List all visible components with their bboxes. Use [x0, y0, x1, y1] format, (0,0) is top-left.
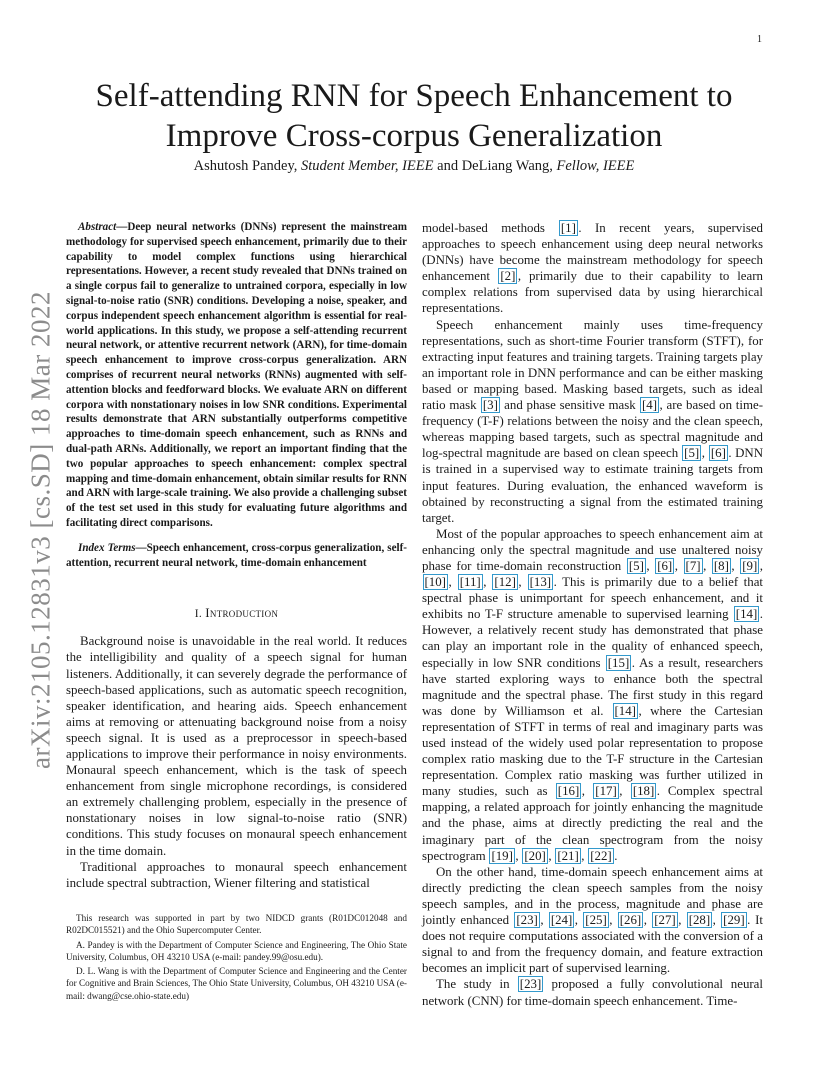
footnote-funding: This research was supported in part by two NIDCD grants (R01DC012048 and R02DC015521) and the Ohio Supercomputer Center. [66, 913, 407, 936]
arxiv-identifier: arXiv:2105.12831v3 [cs.SD] 18 Mar 2022 [25, 291, 56, 769]
citation-link[interactable]: [26] [619, 913, 642, 928]
citation-link[interactable]: [17] [595, 784, 617, 799]
citation-link[interactable]: [21] [557, 848, 579, 863]
citation-link[interactable]: [20] [524, 848, 546, 863]
index-terms-label: Index Terms [78, 541, 136, 554]
citation-link[interactable]: [18] [632, 784, 655, 799]
citation-link[interactable]: [6] [657, 558, 673, 573]
footnote-wang-affiliation: D. L. Wang is with the Department of Computer Science and Engineering and the Center for Cognitive and Brain Sciences, The Ohio State University, Columbus, OH 43210 USA (e-mail: dwang@cse.ohio-state.edu) [66, 966, 407, 1001]
citation-link[interactable]: [23] [519, 977, 542, 992]
index-terms-text: —Speech enhancement, cross-corpus generalization, self-attention, recurrent neural network, time-domain enhancement [66, 541, 407, 569]
author-line [60, 158, 768, 175]
intro-paragraph-1: Background noise is unavoidable in the real world. It reduces the intelligibility and quality of a speech signal for human listeners. Additionally, it can severely degrade the performance of speech-based applications, such as automatic speech recognition, speaker identification, and hearing aids. Speech enhancement aims at removing or attenuating background noise from a noisy speech signal. It is used as a preprocessor in speech-based applications to improve their performance in noisy environments. Monaural speech enhancement, which is the task of speech enhancement from single microphone recordings, is considered an extremely challenging problem, especially in the presence of nonstationary noises in low signal-to-noise ratio (SNR) conditions. This study focuses on monaural speech enhancement in the time domain. [66, 634, 407, 858]
right-paragraph-1: model-based methods [1] . In recent years, supervised approaches to speech enhancement using deep neural networks (DNNs) have become the mainstream methodology for speech enhancement [2] , primarily due to their capability to learn complex relations from supervised data by using hierarchical representations. [422, 221, 763, 316]
citation-link[interactable]: [14] [735, 607, 758, 622]
section-heading-introduction [66, 605, 407, 621]
abstract-label: Abstract [78, 221, 117, 233]
footnotes [66, 912, 407, 1004]
citation-link[interactable]: [16] [557, 784, 580, 799]
right-column [422, 220, 763, 1009]
footnote-pandey-affiliation: A. Pandey is with the Department of Computer Science and Engineering, The Ohio State University, Columbus, OH 43210 USA (e-mail: pandey.99@osu.edu). [66, 939, 407, 962]
right-paragraph-5: The study in [23] proposed a fully convolutional neural network (CNN) for time-domain speech enhancement. Time- [422, 977, 763, 1008]
section-title: Introduction [205, 605, 279, 621]
index-terms [66, 541, 407, 571]
citation-link[interactable]: [27] [654, 913, 676, 928]
citation-link[interactable]: [9] [742, 558, 758, 573]
citation-link[interactable]: [24] [550, 913, 573, 928]
citation-link[interactable]: [2] [500, 269, 516, 284]
citation-link[interactable]: [29] [723, 913, 745, 928]
citation-link[interactable]: [13] [529, 575, 552, 590]
citation-link[interactable]: [5] [628, 558, 644, 573]
right-paragraph-4: On the other hand, time-domain speech enhancement aims at directly predicting the clean speech samples from the noisy speech samples, and in the process, magnitude and phase are jointly enhanced [23] , [24] , [25] , [26] , [27] , [28] , [29] . It does not require computations associated with the conversion of a signal to and from the frequency domain, and feature extraction becomes an implicit part of supervised learning. [422, 864, 763, 976]
author-wang-membership: Fellow, IEEE [556, 158, 635, 174]
citation-link[interactable]: [23] [516, 913, 538, 928]
citation-link[interactable]: [28] [688, 913, 711, 928]
abstract [66, 220, 407, 531]
citation-link[interactable]: [19] [491, 848, 513, 863]
citation-link[interactable]: [15] [607, 655, 630, 670]
citation-link[interactable]: [8] [713, 558, 729, 573]
section-numeral: I. [194, 608, 206, 621]
citation-link[interactable]: [22] [590, 848, 612, 863]
citation-link[interactable]: [4] [642, 398, 658, 413]
right-paragraph-3: Most of the popular approaches to speech enhancement aim at enhancing only the spectral magnitude and use unaltered noisy phase for time-domain reconstruction [5] , [6] , [7] , [8] , [9] , [10] , [11] , [12] , [13] . This is primarily due to a belief that spectral phase is unimportant for speech enhancement, and it exhibits no T-F structure amenable to supervised learning [14] . However, a relatively recent study has demonstrated that phase can play an important role in the quality of enhanced speech, especially in low SNR conditions [15] . As a result, researchers have started exploring ways to enhance both the spectral magnitude and the spectral phase. The first study in this regard was done by Williamson et al. [14] , where the Cartesian representation of STFT in terms of real and imaginary parts was used instead of the widely used polar representation to propose complex ratio masking due to the T-F structure in the Cartesian representation. Complex ratio masking was further utilized in many studies, such as [16] , [17] , [18] . Complex spectral mapping, a related approach for jointly enhancing the magnitude and the phase, aims at directly predicting the real and the imaginary part of the clean spectrogram from the noisy spectrogram [19] , [20] , [21] , [22] . [422, 526, 764, 863]
page-number: 1 [757, 34, 762, 45]
left-column [66, 220, 407, 891]
author-pandey-membership: Student Member, IEEE [301, 158, 434, 174]
citation-link[interactable]: [5] [684, 446, 700, 461]
citation-link[interactable]: [12] [494, 575, 516, 590]
citation-link[interactable]: [11] [459, 575, 481, 590]
citation-link[interactable]: [1] [560, 221, 576, 235]
citation-link[interactable]: [3] [482, 398, 498, 413]
citation-link[interactable]: [7] [685, 558, 701, 573]
abstract-text: —Deep neural networks (DNNs) represent the mainstream methodology for supervised speech enhancement, primarily due to their capability to model complex functions using hierarchical representations. However, a recent study revealed that DNNs trained on a single corpus fail to generalize to untrained corpora, especially in low signal-to-noise ratio (SNR) conditions. Developing a noise, speaker, and corpus independent speech enhancement algorithm is essential for real-world applications. In this study, we propose a self-attending recurrent neural network, or attentive recurrent network (ARN), for time-domain speech enhancement to improve cross-corpus generalization. ARN comprises of recurrent neural networks (RNNs) augmented with self-attention blocks and feedforward blocks. We evaluate ARN on different corpora with nonstationary noises in low SNR conditions. Experimental results demonstrate that ARN substantially outperforms competitive approaches to time-domain speech enhancement, such as RNNs and dual-path ARNs. Additionally, we report an important finding that the two popular approaches to speech enhancement: complex spectral mapping and time-domain enhancement, obtain similar results for RNN and ARN with large-scale training. We also provide a challenging subset of the test set used in this study for evaluating future algorithms and facilitating direct comparisons. [66, 221, 407, 529]
citation-link[interactable]: [14] [614, 703, 636, 718]
citation-link[interactable]: [25] [585, 913, 607, 928]
right-paragraph-2: Speech enhancement mainly uses time-frequency representations, such as short-time Fourier transform (STFT), for extracting input features and training targets. Training targets play an important role in DNN performance and can be either masking based or mapping based. Masking based targets, such as ideal ratio mask [3] and phase sensitive mask [4] , are based on time-frequency (T-F) relations between the noisy and the clean speech, whereas mapping based targets, such as spectral magnitude and log-spectral magnitude are based on clean speech [5] , [6] . DNN is trained in a supervised way to estimate training targets from input features. During evaluation, the enhanced waveform is obtained by reconstructing a signal from the estimated training target. [422, 317, 764, 525]
citation-link[interactable]: [10] [424, 575, 446, 590]
citation-link[interactable]: [6] [710, 446, 726, 461]
author-pandey: Ashutosh Pandey, [193, 158, 298, 174]
author-wang: and DeLiang Wang, [437, 158, 553, 174]
paper-title: Self-attending RNN for Speech Enhancement to Improve Cross-corpus Generalization [95, 78, 733, 154]
intro-paragraph-2: Traditional approaches to monaural speech enhancement include spectral subtraction, Wiener filtering and statistical [66, 859, 407, 890]
